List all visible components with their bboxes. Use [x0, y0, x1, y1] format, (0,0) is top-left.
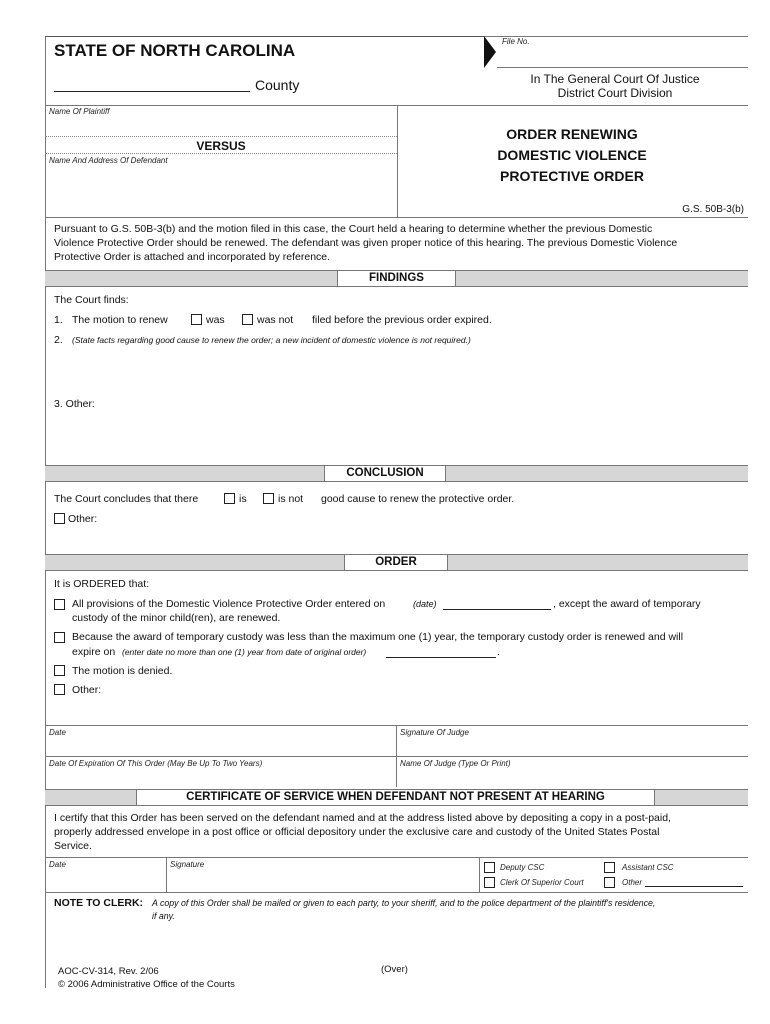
expiration-label: Date Of Expiration Of This Order (May Be Up To Two Years)	[49, 759, 263, 768]
order-option-2-checkbox[interactable]	[54, 632, 65, 643]
finding-1-number: 1.	[54, 314, 63, 326]
is-checkbox[interactable]	[224, 493, 235, 504]
order-option-1-text: All provisions of the Domestic Violence Protective Order entered on	[72, 598, 386, 610]
order-option-2-text: Because the award of temporary custody was less than the maximum one (1) year, the temporary custody order is renewed and will	[72, 631, 684, 643]
is-not-checkbox[interactable]	[263, 493, 274, 504]
statute-ref: G.S. 50B-3(b)	[682, 204, 744, 215]
note-top-line	[45, 892, 748, 893]
deputy-csc-checkbox[interactable]	[484, 862, 495, 873]
assistant-csc-checkbox[interactable]	[604, 862, 615, 873]
county-line[interactable]	[54, 91, 250, 92]
conclusion-bar	[45, 465, 748, 482]
note-label: NOTE TO CLERK:	[54, 897, 144, 909]
versus-line	[45, 153, 397, 154]
was-not-checkbox[interactable]	[242, 314, 253, 325]
certificate-heading: CERTIFICATE OF SERVICE WHEN DEFENDANT NOT PRESENT AT HEARING	[136, 789, 655, 806]
order-title-2: DOMESTIC VIOLENCE	[497, 147, 647, 163]
order-option-3-text: The motion is denied.	[72, 665, 173, 677]
cert-divider-2	[479, 857, 480, 892]
order-option-3-checkbox[interactable]	[54, 665, 65, 676]
conclusion-other-checkbox[interactable]	[54, 513, 65, 524]
was-label: was	[206, 314, 225, 326]
order-option-2-hint: (enter date no more than one (1) year from date of original order)	[122, 647, 367, 657]
conclusion-other-label: Other:	[68, 513, 98, 525]
over-label: (Over)	[381, 964, 408, 975]
state-title: STATE OF NORTH CAROLINA	[54, 41, 296, 60]
conclusion-heading: CONCLUSION	[324, 465, 446, 482]
was-not-label: was not	[257, 314, 294, 326]
order-option-1-custody: custody of the minor child(ren), are renewed.	[72, 612, 281, 624]
finding-3-other: 3. Other:	[54, 398, 95, 410]
court-finds: The Court finds:	[54, 294, 129, 306]
order-option-1-except: , except the award of temporary	[553, 598, 701, 610]
copyright: © 2006 Administrative Office of the Courts	[58, 979, 235, 990]
finding-1-tail: filed before the previous order expired.	[312, 314, 492, 326]
certificate-line-3: Service.	[54, 840, 92, 852]
form-number: AOC-CV-314, Rev. 2/06	[58, 966, 159, 977]
finding-1-text: The motion to renew	[72, 314, 168, 326]
file-no-marker	[484, 36, 496, 68]
order-title-1: ORDER RENEWING	[506, 126, 638, 142]
was-checkbox[interactable]	[191, 314, 202, 325]
name-of-judge-label: Name Of Judge (Type Or Print)	[400, 759, 511, 768]
signature-of-judge-label: Signature Of Judge	[400, 728, 469, 737]
order-intro: It is ORDERED that:	[54, 578, 150, 590]
other-line[interactable]	[645, 886, 743, 887]
plaintiff-line	[45, 136, 397, 137]
finding-2-number: 2.	[54, 334, 63, 346]
date-label: Date	[49, 728, 66, 737]
cert-sig-top-line	[45, 857, 748, 858]
order-option-4-checkbox[interactable]	[54, 684, 65, 695]
order-bar	[45, 554, 748, 571]
other-checkbox[interactable]	[604, 877, 615, 888]
file-no-line	[497, 67, 748, 68]
cert-signature-label: Signature	[170, 860, 205, 869]
order-date-field[interactable]	[443, 609, 551, 610]
clerk-superior-label: Clerk Of Superior Court	[500, 878, 584, 887]
conclusion-text: The Court concludes that there	[54, 493, 199, 505]
intro-line-2: Violence Protective Order should be renewed. The defendant was given proper notice of this hearing. The previous Domestic Violence	[54, 237, 678, 249]
is-label: is	[239, 493, 247, 505]
order-option-2-period: .	[497, 646, 500, 658]
findings-bar	[45, 270, 748, 287]
plaintiff-label: Name Of Plaintiff	[49, 107, 110, 116]
is-not-label: is not	[278, 493, 304, 505]
other-label: Other	[622, 878, 643, 887]
cert-divider-1	[166, 857, 167, 892]
versus-label: VERSUS	[196, 139, 246, 153]
order-option-1-date-hint: (date)	[413, 599, 437, 609]
order-heading: ORDER	[344, 554, 448, 571]
deputy-csc-label: Deputy CSC	[500, 863, 545, 872]
parties-divider	[397, 105, 398, 217]
finding-2-instructions: (State facts regarding good cause to renew the order; a new incident of domestic violence is not required.)	[72, 335, 471, 345]
conclusion-tail: good cause to renew the protective order.	[321, 493, 515, 505]
intro-line-1: Pursuant to G.S. 50B-3(b) and the motion filed in this case, the Court held a hearing to determine whether the previous Domestic	[54, 223, 653, 235]
intro-line-3: Protective Order is attached and incorporated by reference.	[54, 251, 331, 263]
court-line-1: In The General Court Of Justice	[530, 72, 700, 86]
sig-middle-line	[45, 756, 748, 757]
file-no-label: File No.	[502, 37, 530, 46]
order-option-2-expire: expire on	[72, 646, 116, 658]
left-border	[45, 36, 46, 988]
clerk-superior-checkbox[interactable]	[484, 877, 495, 888]
top-border	[45, 36, 485, 37]
note-text-2: if any.	[152, 911, 175, 921]
court-line-2: District Court Division	[557, 86, 673, 100]
note-text-1: A copy of this Order shall be mailed or given to each party, to your sheriff, and to the police department of the plaintiff's residence,	[152, 898, 656, 908]
certificate-bar	[45, 789, 748, 806]
county-label: County	[255, 77, 300, 93]
order-option-1-checkbox[interactable]	[54, 599, 65, 610]
cert-date-label: Date	[49, 860, 66, 869]
order-title-3: PROTECTIVE ORDER	[500, 168, 644, 184]
expire-date-field[interactable]	[386, 657, 496, 658]
defendant-label: Name And Address Of Defendant	[49, 156, 168, 165]
certificate-line-1: I certify that this Order has been served on the defendant named and at the address listed above by depositing a copy in a post-paid,	[54, 812, 671, 824]
assistant-csc-label: Assistant CSC	[622, 863, 674, 872]
findings-heading: FINDINGS	[337, 270, 456, 287]
certificate-line-2: properly addressed envelope in a post office or official depository under the exclusive care and custody of the United States Postal	[54, 826, 660, 838]
order-option-4-text: Other:	[72, 684, 102, 696]
intro-top-line	[45, 217, 748, 218]
